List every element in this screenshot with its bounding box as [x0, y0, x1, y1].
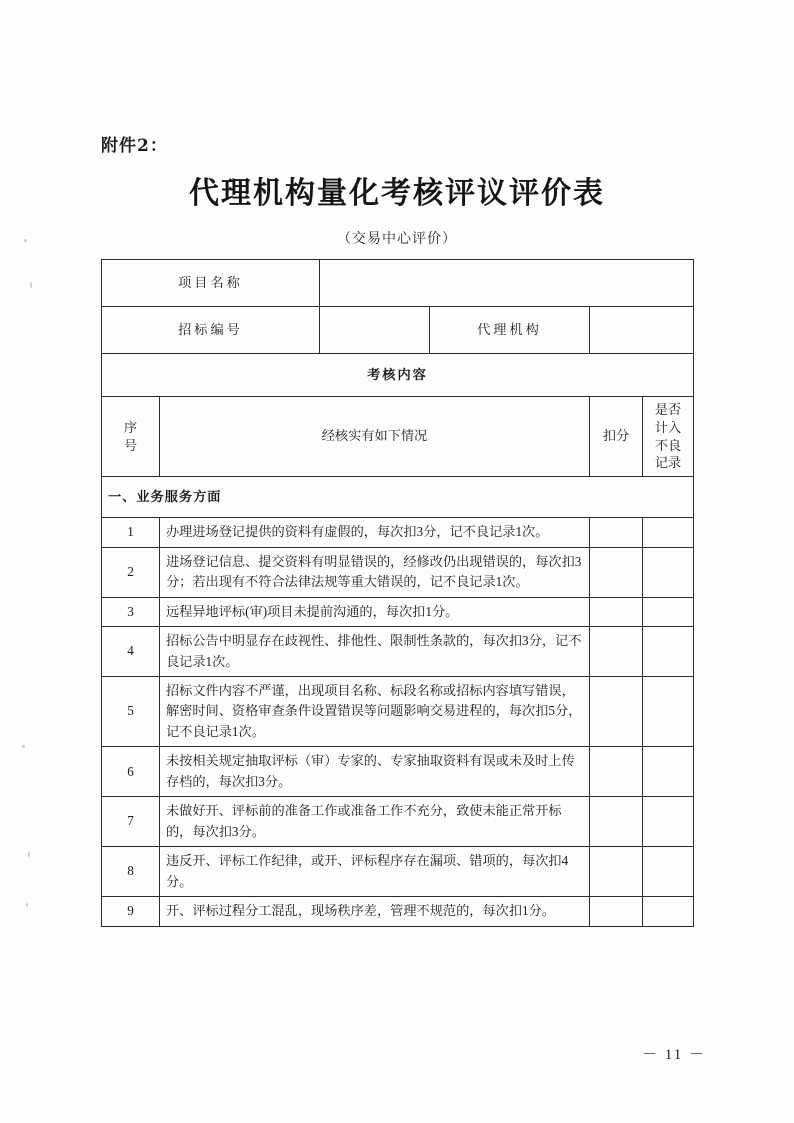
row-deduction[interactable]: [590, 676, 643, 746]
row-record[interactable]: [643, 627, 694, 677]
row-number: 1: [102, 518, 160, 547]
section-title: 考核内容: [102, 354, 694, 397]
row-description: 远程异地评标(审)项目未提前沟通的，每次扣1分。: [160, 597, 590, 626]
table-row: [102, 627, 694, 677]
row-description: 招标公告中明显存在歧视性、排他性、限制性条款的，每次扣3分，记不良记录1次。: [160, 627, 590, 677]
page-number: － 11 －: [642, 1047, 706, 1063]
row-deduction[interactable]: [590, 897, 643, 926]
row-description: 招标文件内容不严谨，出现项目名称、标段名称或招标内容填写错误，解密时间、资格审查条件设置错误等问题影响交易进程的，每次扣5分，记不良记录1次。: [160, 676, 590, 746]
scan-speck: [30, 282, 32, 288]
column-header-record: [643, 397, 694, 477]
attachment-label: 附件2：: [101, 136, 168, 156]
agency-label: 代理机构: [430, 307, 590, 354]
table-row: [102, 897, 694, 926]
project-name-value[interactable]: [320, 260, 694, 307]
column-header-deduction: 扣分: [590, 397, 643, 477]
row-deduction[interactable]: [590, 547, 643, 597]
row-record[interactable]: [643, 747, 694, 797]
column-header-index-line1: 序: [123, 419, 138, 435]
row-record[interactable]: [643, 897, 694, 926]
table-row: [102, 547, 694, 597]
project-name-label: 项目名称: [102, 260, 320, 307]
scan-speck: [28, 852, 30, 857]
table-row: [102, 676, 694, 746]
row-deduction[interactable]: [590, 627, 643, 677]
category-row: [102, 477, 694, 518]
row-record[interactable]: [643, 597, 694, 626]
column-header-record-line1: 是否计入: [654, 402, 682, 435]
page-subtitle: （交易中心评价）: [337, 232, 457, 247]
row-record[interactable]: [643, 676, 694, 746]
scan-speck: [26, 903, 28, 907]
section-title-row: [102, 354, 694, 397]
evaluation-form-table: [101, 259, 694, 927]
scan-speck: [22, 745, 25, 748]
row-number: 9: [102, 897, 160, 926]
row-description: 未按相关规定抽取评标（审）专家的、专家抽取资料有误或未及时上传存档的，每次扣3分。: [160, 747, 590, 797]
row-number: 2: [102, 547, 160, 597]
row-number: 7: [102, 797, 160, 847]
page-title: 代理机构量化考核评议评价表: [189, 176, 605, 211]
table-row: [102, 597, 694, 626]
row-description: 办理进场登记提供的资料有虚假的，每次扣3分，记不良记录1次。: [160, 518, 590, 547]
table-row: [102, 747, 694, 797]
row-description: 违反开、评标工作纪律，或开、评标程序存在漏项、错项的，每次扣4分。: [160, 847, 590, 897]
row-record[interactable]: [643, 847, 694, 897]
column-header-index-line2: 号: [123, 437, 138, 453]
row-number: 6: [102, 747, 160, 797]
row-number: 5: [102, 676, 160, 746]
row-deduction[interactable]: [590, 747, 643, 797]
row-description: 开、评标过程分工混乱，现场秩序差，管理不规范的，每次扣1分。: [160, 897, 590, 926]
table-row: [102, 847, 694, 897]
row-record[interactable]: [643, 797, 694, 847]
project-name-row: [102, 260, 694, 307]
column-header-index: [102, 397, 160, 477]
agency-value[interactable]: [590, 307, 694, 354]
bid-number-row: [102, 307, 694, 354]
row-deduction[interactable]: [590, 597, 643, 626]
row-deduction[interactable]: [590, 797, 643, 847]
column-header-record-line2: 不良记录: [654, 437, 682, 471]
row-description: 未做好开、评标前的准备工作或准备工作不充分，致使未能正常开标的，每次扣3分。: [160, 797, 590, 847]
table-row: [102, 518, 694, 547]
category-title-business-service: 一、业务服务方面: [102, 477, 694, 518]
row-deduction[interactable]: [590, 518, 643, 547]
row-record[interactable]: [643, 547, 694, 597]
column-header-row: [102, 397, 694, 477]
row-number: 3: [102, 597, 160, 626]
row-number: 8: [102, 847, 160, 897]
row-number: 4: [102, 627, 160, 677]
row-deduction[interactable]: [590, 847, 643, 897]
table-row: [102, 797, 694, 847]
row-record[interactable]: [643, 518, 694, 547]
bid-number-label: 招标编号: [102, 307, 320, 354]
row-description: 进场登记信息、提交资料有明显错误的，经修改仍出现错误的，每次扣3分；若出现有不符合法律法规等重大错误的，记不良记录1次。: [160, 547, 590, 597]
bid-number-value[interactable]: [320, 307, 430, 354]
column-header-content: 经核实有如下情况: [160, 397, 590, 477]
